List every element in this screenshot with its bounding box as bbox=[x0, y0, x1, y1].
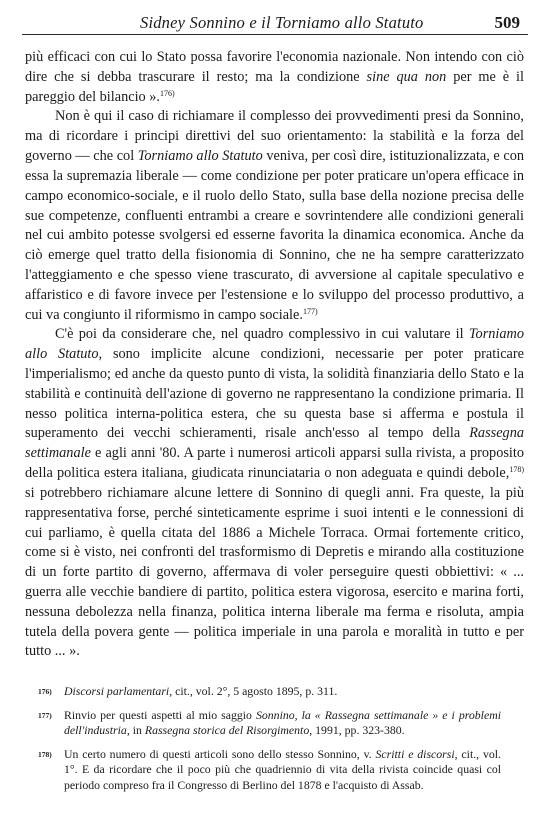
text-run: Un certo numero di questi articoli sono dello stesso Sonnino, v. bbox=[64, 746, 376, 761]
italic-text: Torniamo allo Statuto, bbox=[25, 326, 524, 363]
text-run: si potrebbero richiamare alcune lettere di Sonnino di quegli anni. Fra queste, la più rappresentativa forse, perché sinteticamente esprime i suoi intenti e le connessioni di cui parliamo, è quella citata del 1886 a Michele Torraca. Ormai fortemente critico, come si è visto, nei confronti del trasformismo di Depretis e mirando alla costituzione di un forte partito di governo, affermava di voler perseguire questi obbiettivi: « ... guerra alle vecchie bandiere di partito, politica estera vigorosa, esercito e marina forti, nessuna debolezza nella finanza, politica interna liberale ma ferma e risoluta, ampia tutela della povera gente — politica imperiale in una parola e moralità in tutto e per tutto ... ». bbox=[25, 484, 524, 660]
text-run: più efficaci con cui lo Stato possa favorire l'economia nazionale. Non intendo con ciò dire che si debba trascurare il resto; ma la condizione bbox=[25, 49, 524, 85]
text-run: , 1991, pp. 323-380. bbox=[309, 723, 405, 738]
text-run: , cit., vol. 2°, 5 agosto 1895, p. 311. bbox=[169, 684, 338, 698]
paragraph bbox=[25, 325, 524, 662]
footnote-number: 178) bbox=[38, 749, 52, 759]
page-header bbox=[22, 6, 528, 35]
footnote bbox=[38, 684, 501, 700]
footnotes bbox=[38, 684, 501, 802]
text-run: per me è il pareggio del bilancio ». bbox=[25, 68, 524, 105]
footnote bbox=[38, 746, 501, 794]
footnote bbox=[38, 707, 501, 739]
text-run: , cit., vol. 1°. E da ricordare che il poco più che quadriennio di vita della rivista coincide quasi col periodo compreso fra il Congresso di Berlino del 1878 e l'acquisto di Assab. bbox=[64, 746, 501, 792]
running-title: Sidney Sonnino e il Torniamo allo Statuto bbox=[140, 13, 424, 32]
footnote-ref: 178) bbox=[509, 465, 524, 475]
italic-text: Torniamo allo Statuto bbox=[137, 148, 263, 165]
body-text bbox=[25, 48, 524, 662]
footnote-number: 177) bbox=[38, 710, 52, 720]
paragraph bbox=[25, 48, 524, 107]
text-run: , in bbox=[126, 723, 145, 738]
page-number: 509 bbox=[494, 13, 520, 32]
text-run: veniva, per così dire, istituzionalizzata, e con essa la supremazia liberale — come condizione per poter praticare un'opera efficace in campo economico-sociale, e il ruolo dello Stato, sulla base della nozione precisa delle sue competenze, confluenti entrambi a creare e sovrintendere alle condizioni generali nel cui ambito potesse svolgersi ed esserne favorita la dinamica economica. Anche da ciò emerge quel tratto della fisionomia di Sonnino, che ne ha sempre caratterizzato l'atteggiamento e che spesso viene trascurato, di avversione al capitale speculativo e affaristico e di favore invece per l'estensione e lo sviluppo del processo produttivo, a cui va congiunto il riformismo in campo sociale. bbox=[25, 148, 524, 323]
italic-text: Rassegna settimanale bbox=[25, 425, 524, 462]
text-run: Non è qui il caso di richiamare il complesso dei provvedimenti presi da Sonnino, ma di ricordare i principi direttivi del suo orientamento: la stabilità e la forza del governo — che col bbox=[25, 108, 524, 165]
italic-text: sine qua non bbox=[366, 68, 447, 85]
footnote-ref: 177) bbox=[302, 306, 318, 316]
italic-text: Scritti e discorsi bbox=[375, 746, 455, 761]
footnote-number: 176) bbox=[38, 687, 52, 696]
text-run: C'è poi da considerare che, nel quadro complessivo in cui valutare il bbox=[55, 326, 469, 343]
text-run: sono implicite alcune condizioni, necessarie per poter praticare l'imperialismo; ed anche da questo punto di vista, la solidità finanziaria dello Stato e la stabilità e continuità dell'azione di governo ne rappresentano la condizione primaria. Il nesso politica interna-politica estera, che su questa base si afferma e postula il superamento dei vecchi schieramenti, risale anch'esso al tempo della bbox=[25, 346, 524, 442]
italic-text: Rassegna storica del Risorgimento bbox=[144, 723, 310, 738]
text-run: Rinvio per questi aspetti al mio saggio bbox=[64, 707, 256, 722]
italic-text: Sonnino, la « Rassegna settimanale » e i problemi dell'industria bbox=[64, 707, 501, 738]
paragraph bbox=[25, 107, 524, 325]
italic-text: Discorsi parlamentari bbox=[64, 684, 170, 698]
text-run: e agli anni '80. A parte i numerosi articoli apparsi sulla rivista, a proposito della politica estera italiana, giudicata rinunciataria o non adeguata e quindi debole, bbox=[25, 445, 524, 482]
footnote-ref: 176) bbox=[159, 88, 175, 98]
